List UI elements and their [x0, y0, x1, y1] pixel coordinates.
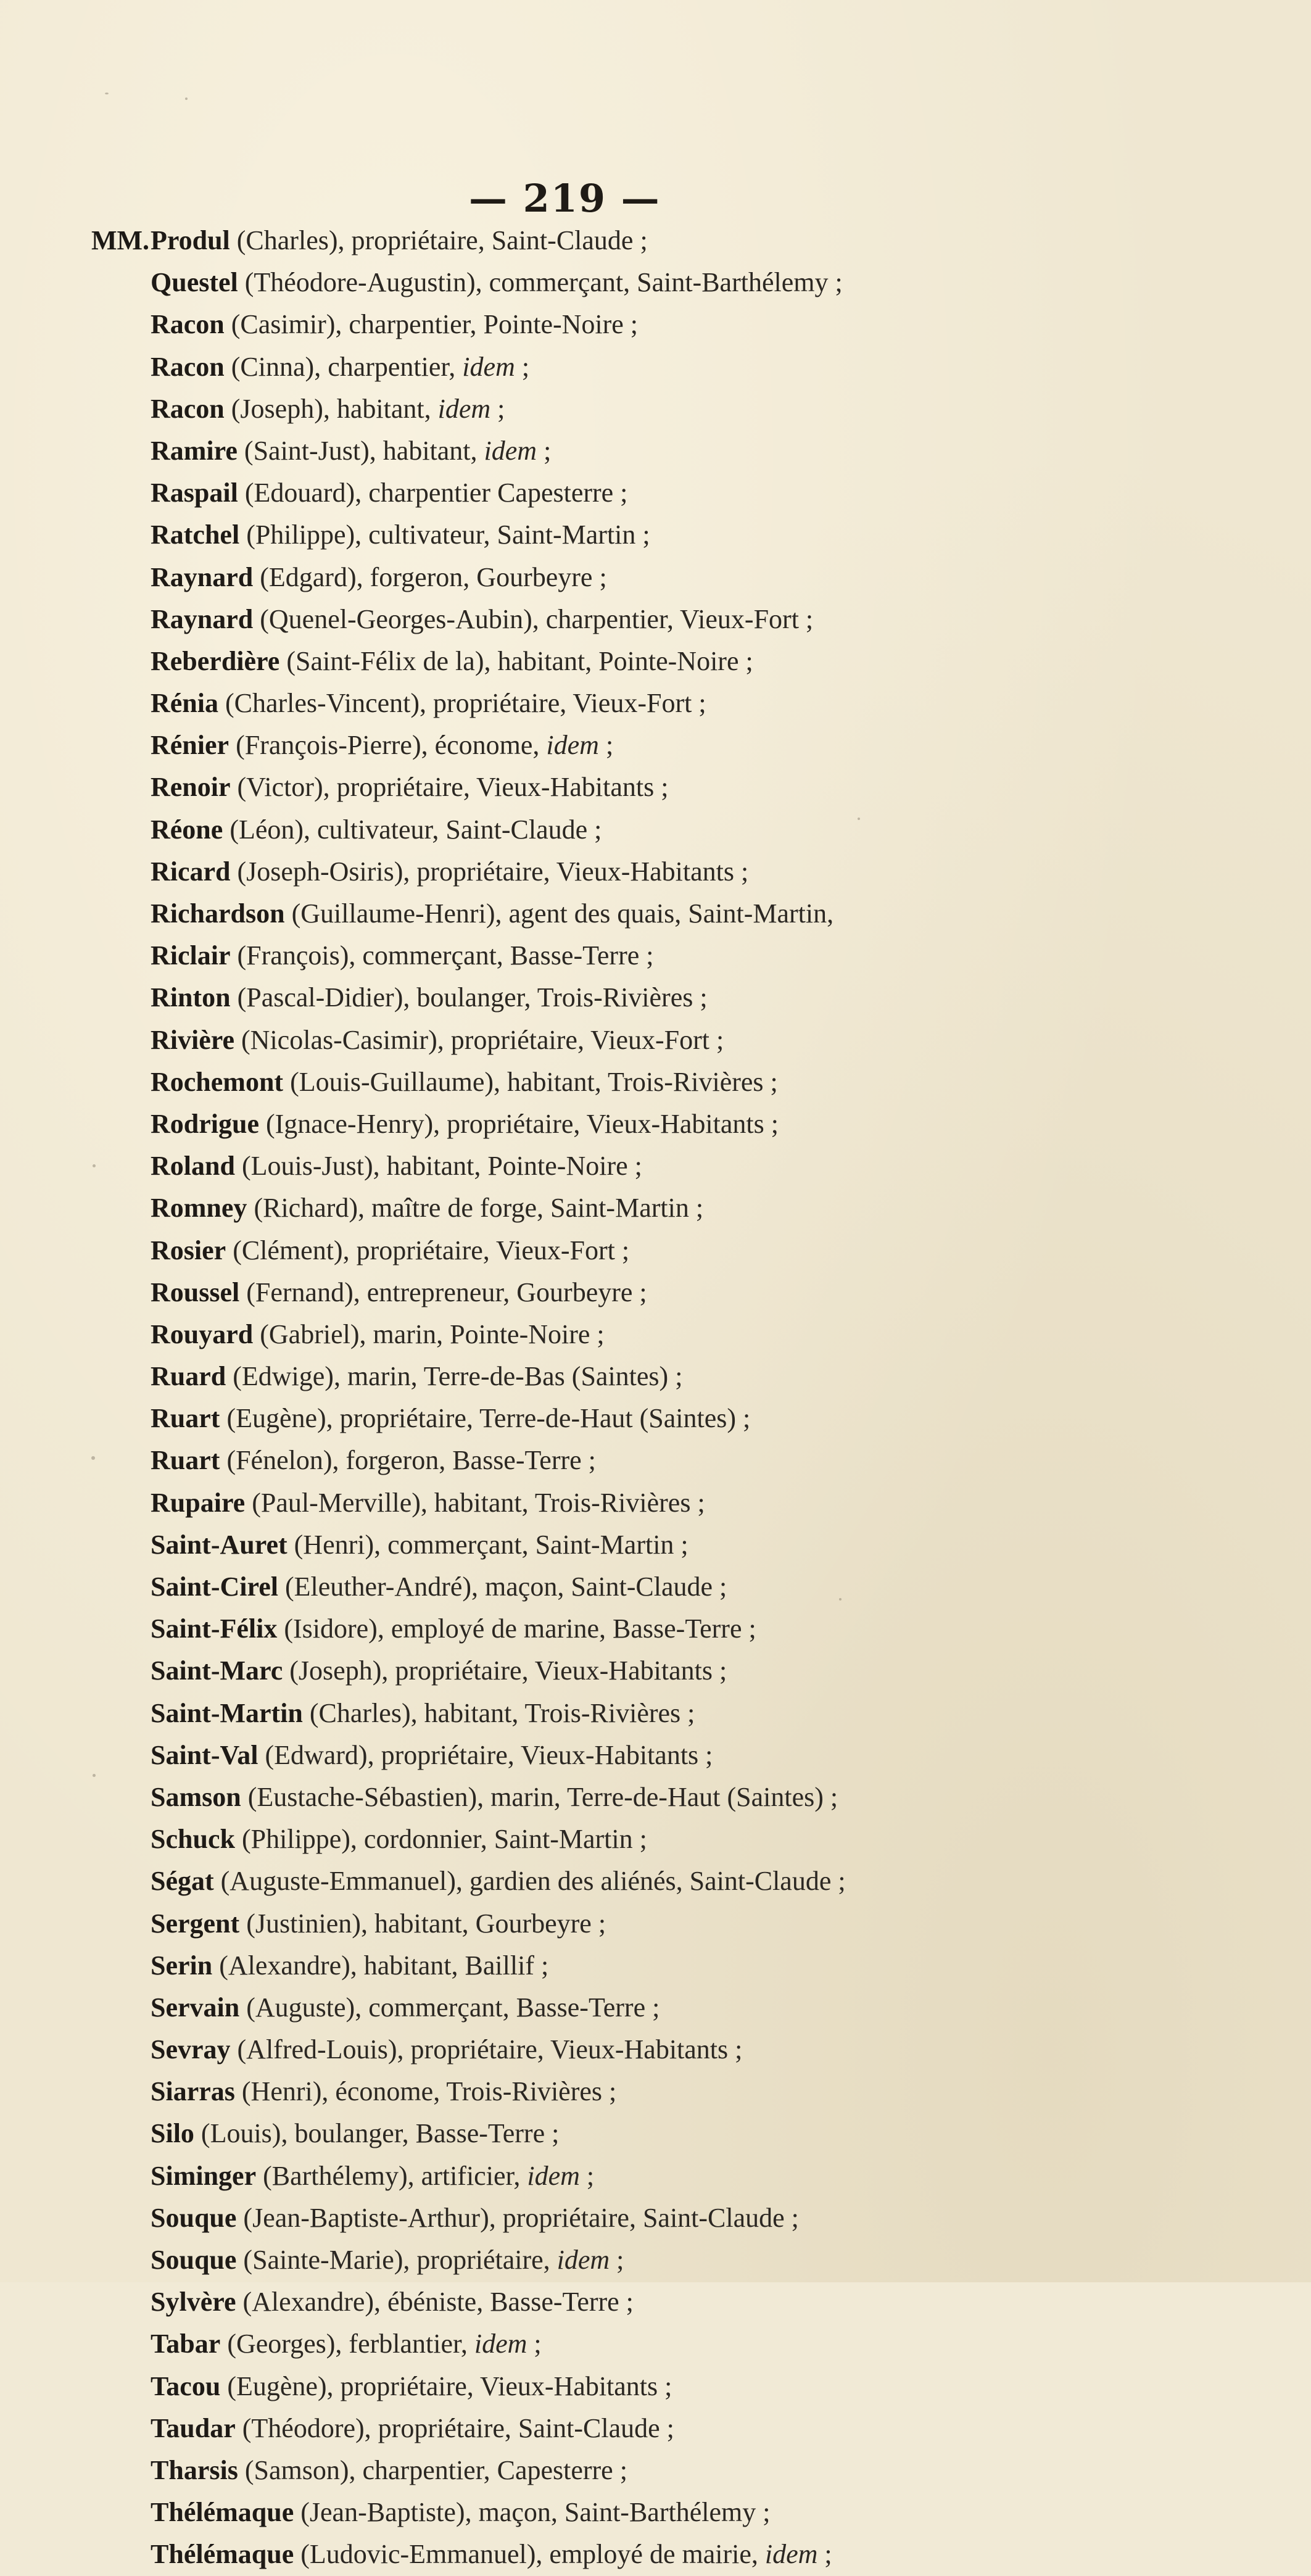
directory-entry: [91, 430, 1263, 472]
entry-details: (Cinna), charpentier,: [224, 351, 463, 382]
entry-details: (Saint-Just), habitant,: [237, 435, 484, 466]
directory-entry: [91, 977, 1263, 1019]
entry-details: (Ignace-Henry), propriétaire, Vieux-Habitants ;: [259, 1108, 779, 1139]
directory-entry: [91, 1608, 1263, 1650]
directory-entry: [91, 1439, 1263, 1481]
entry-surname: Schuck: [151, 1824, 235, 1855]
entry-idem: idem: [484, 435, 537, 466]
directory-entry: [91, 262, 1263, 304]
paper-speck: [185, 97, 188, 100]
entry-surname: Racon: [151, 351, 225, 382]
entry-details: (Saint-Félix de la), habitant, Pointe-Noire ;: [279, 645, 753, 676]
entry-details: (Ludovic-Emmanuel), employé de mairie,: [294, 2539, 765, 2570]
entry-surname: Racon: [151, 393, 225, 424]
entry-surname: Souque: [151, 2245, 237, 2275]
directory-entry: [91, 1314, 1263, 1356]
entry-details: (Sainte-Marie), propriétaire,: [236, 2245, 557, 2275]
directory-entry: [91, 1230, 1263, 1272]
entry-surname: Rochemont: [151, 1066, 284, 1097]
entry-surname: Richardson: [151, 898, 285, 929]
directory-entry: [91, 1860, 1263, 1902]
entry-surname: Silo: [151, 2118, 194, 2149]
entry-surname: Sergent: [151, 1908, 240, 1939]
directory-entry: [91, 893, 1263, 935]
entry-details: (Clément), propriétaire, Vieux-Fort ;: [226, 1235, 630, 1265]
entry-details: (François), commerçant, Basse-Terre ;: [230, 940, 654, 971]
entry-surname: Saint-Félix: [151, 1613, 278, 1644]
entry-surname: Taudar: [151, 2412, 236, 2443]
entry-prefix: MM.: [91, 225, 150, 255]
directory-entry: [91, 2366, 1263, 2408]
entry-details: (Philippe), cultivateur, Saint-Martin ;: [239, 520, 650, 550]
entry-details: (Casimir), charpentier, Pointe-Noire ;: [224, 309, 639, 340]
entry-surname: Saint-Martin: [151, 1697, 303, 1728]
entry-surname: Ramire: [151, 435, 238, 466]
entry-details: (Jean-Baptiste-Arthur), propriétaire, Saint-Claude ;: [236, 2202, 799, 2233]
entry-surname: Raynard: [151, 561, 254, 592]
entry-surname: Rinton: [151, 982, 231, 1013]
entry-details: (Théodore), propriétaire, Saint-Claude ;: [235, 2412, 674, 2443]
entry-details: (Guillaume-Henri), agent des quais, Saint-Martin,: [284, 898, 834, 929]
entry-surname: Rivière: [151, 1024, 235, 1055]
entry-details: (Charles), habitant, Trois-Rivières ;: [302, 1697, 695, 1728]
entry-idem: idem: [556, 2245, 610, 2275]
entry-surname: Raynard: [151, 603, 254, 634]
paper-speck: [105, 93, 109, 94]
entry-details: (Barthélemy), artificier,: [256, 2160, 527, 2191]
directory-entry: [91, 1987, 1263, 2029]
entry-surname: Souque: [151, 2202, 237, 2233]
entry-surname: Rupaire: [151, 1487, 246, 1518]
entry-surname: Thélémaque: [151, 2539, 294, 2570]
entry-surname: Thélémaque: [151, 2497, 294, 2528]
entry-idem: idem: [437, 393, 491, 424]
entry-details: (Georges), ferblantier,: [220, 2329, 474, 2359]
entry-details: (Charles-Vincent), propriétaire, Vieux-Fort ;: [218, 688, 706, 719]
entry-surname: Ségat: [151, 1866, 214, 1897]
directory-entry: [91, 1566, 1263, 1608]
entry-surname: Ruart: [151, 1403, 220, 1434]
entry-details: (Justinien), habitant, Gourbeyre ;: [239, 1908, 606, 1939]
entry-surname: Saint-Auret: [151, 1529, 287, 1560]
entry-surname: Sevray: [151, 2034, 231, 2065]
directory-entry: [91, 809, 1263, 851]
entry-details: (Eleuther-André), maçon, Saint-Claude ;: [278, 1572, 727, 1602]
entry-details: (Quenel-Georges-Aubin), charpentier, Vieux-Fort ;: [253, 603, 814, 634]
entry-details: (Joseph), propriétaire, Vieux-Habitants ;: [283, 1655, 727, 1686]
directory-entry: [91, 304, 1263, 346]
entry-surname: Rénier: [151, 730, 230, 761]
entry-surname: Saint-Cirel: [151, 1572, 278, 1602]
entry-details: (François-Pierre), économe,: [229, 730, 547, 761]
directory-entry: [91, 1398, 1263, 1439]
entry-surname: Servain: [151, 1992, 240, 2023]
directory-entry: [91, 1482, 1263, 1524]
directory-entry: [91, 2281, 1263, 2323]
directory-entry: [91, 1903, 1263, 1945]
entry-details: (Joseph-Osiris), propriétaire, Vieux-Habitants ;: [230, 856, 749, 887]
entry-details: (Fernand), entrepreneur, Gourbeyre ;: [239, 1277, 647, 1307]
directory-entry: [91, 1692, 1263, 1734]
entry-details: (Edouard), charpentier Capesterre ;: [238, 478, 628, 508]
entry-details: (Henri), économe, Trois-Rivières ;: [234, 2076, 617, 2107]
entry-surname: Ruart: [151, 1445, 220, 1476]
entry-surname: Questel: [151, 267, 238, 298]
directory-entry: [91, 1650, 1263, 1692]
directory-list: [91, 220, 1263, 2576]
entry-details: (Isidore), employé de marine, Basse-Terre ;: [277, 1613, 756, 1644]
directory-entry: [91, 388, 1263, 430]
entry-surname: Tharsis: [151, 2454, 238, 2485]
directory-entry: [91, 1734, 1263, 1776]
directory-entry: [91, 2071, 1263, 2113]
entry-surname: Roland: [151, 1151, 235, 1182]
entry-surname: Riclair: [151, 940, 231, 971]
entry-details: (Richard), maître de forge, Saint-Martin ;: [247, 1193, 704, 1224]
directory-entry: [91, 935, 1263, 977]
directory-entry: [91, 2197, 1263, 2239]
entry-details: (Philippe), cordonnier, Saint-Martin ;: [234, 1824, 647, 1855]
entry-details: (Eustache-Sébastien), marin, Terre-de-Haut (Saintes) ;: [241, 1781, 838, 1812]
entry-surname: Saint-Marc: [151, 1655, 283, 1686]
entry-surname: Ruard: [151, 1361, 226, 1392]
entry-idem: idem: [462, 351, 515, 382]
directory-entry: [91, 724, 1263, 766]
entry-details: (Alfred-Louis), propriétaire, Vieux-Habitants ;: [230, 2034, 743, 2065]
entry-idem: idem: [527, 2160, 580, 2191]
entry-end-punct: ;: [515, 351, 530, 382]
entry-details: (Victor), propriétaire, Vieux-Habitants ;: [230, 772, 669, 803]
entry-surname: Samson: [151, 1781, 241, 1812]
entry-details: (Eugène), propriétaire, Terre-de-Haut (Saintes) ;: [220, 1403, 751, 1434]
directory-entry: [91, 346, 1263, 388]
directory-entry: [91, 557, 1263, 598]
entry-details: (Edward), propriétaire, Vieux-Habitants ;: [258, 1739, 713, 1770]
entry-surname: Sylvère: [151, 2287, 236, 2317]
directory-entry: [91, 2408, 1263, 2450]
entry-surname: Roussel: [151, 1277, 240, 1307]
entry-details: (Edwige), marin, Terre-de-Bas (Saintes) ;: [226, 1361, 683, 1392]
entry-idem: idem: [546, 730, 599, 761]
directory-entry: [91, 2323, 1263, 2365]
entry-end-punct: ;: [817, 2539, 832, 2570]
directory-entry: [91, 514, 1263, 556]
entry-details: (Pascal-Didier), boulanger, Trois-Rivières ;: [230, 982, 708, 1013]
entry-details: (Charles), propriétaire, Saint-Claude ;: [230, 225, 648, 255]
directory-entry: [91, 2155, 1263, 2197]
entry-surname: Romney: [151, 1193, 247, 1224]
directory-entry: [91, 1272, 1263, 1314]
entry-surname: Raspail: [151, 478, 238, 508]
entry-details: (Nicolas-Casimir), propriétaire, Vieux-Fort ;: [234, 1024, 724, 1055]
entry-details: (Eugène), propriétaire, Vieux-Habitants ;: [220, 2371, 672, 2401]
entry-end-punct: ;: [537, 435, 552, 466]
entry-details: (Alexandre), habitant, Baillif ;: [212, 1950, 549, 1981]
entry-idem: idem: [764, 2539, 818, 2570]
entry-surname: Produl: [151, 225, 230, 255]
entry-surname: Tabar: [151, 2329, 221, 2359]
entry-details: (Léon), cultivateur, Saint-Claude ;: [223, 814, 602, 845]
entry-details: (Edgard), forgeron, Gourbeyre ;: [253, 561, 607, 592]
entry-surname: Rodrigue: [151, 1108, 259, 1139]
directory-entry: [91, 2491, 1263, 2533]
entry-surname: Siarras: [151, 2076, 235, 2107]
directory-entry: [91, 1818, 1263, 1860]
page-number: — 219 —: [469, 176, 661, 221]
entry-surname: Rouyard: [151, 1319, 254, 1349]
entry-details: (Joseph), habitant,: [224, 393, 438, 424]
directory-entry: [91, 2029, 1263, 2071]
directory-entry: [91, 1356, 1263, 1398]
directory-entry: [91, 2450, 1263, 2491]
directory-entry: [91, 1145, 1263, 1187]
directory-entry: [91, 1776, 1263, 1818]
directory-entry: [91, 640, 1263, 682]
entry-surname: Siminger: [151, 2160, 257, 2191]
entry-end-punct: ;: [527, 2329, 542, 2359]
entry-surname: Ricard: [151, 856, 231, 887]
directory-entry: [91, 598, 1263, 640]
directory-entry: [91, 472, 1263, 514]
entry-details: (Henri), commerçant, Saint-Martin ;: [287, 1529, 689, 1560]
directory-entry: [91, 2239, 1263, 2281]
entry-idem: idem: [474, 2329, 527, 2359]
directory-entry: [91, 1945, 1263, 1987]
entry-details: (Fénelon), forgeron, Basse-Terre ;: [220, 1445, 596, 1476]
entry-surname: Reberdière: [151, 645, 280, 676]
entry-details: (Louis), boulanger, Basse-Terre ;: [194, 2118, 560, 2149]
entry-surname: Renoir: [151, 772, 231, 803]
entry-details: (Jean-Baptiste), maçon, Saint-Barthélemy ;: [294, 2497, 771, 2528]
directory-entry: [91, 1019, 1263, 1061]
entry-end-punct: ;: [490, 393, 505, 424]
entry-details: (Paul-Merville), habitant, Trois-Rivières ;: [245, 1487, 705, 1518]
directory-entry: [91, 2113, 1263, 2155]
entry-details: (Louis-Guillaume), habitant, Trois-Rivières ;: [283, 1066, 778, 1097]
directory-entry: [91, 1524, 1263, 1566]
entry-details: (Auguste), commerçant, Basse-Terre ;: [239, 1992, 660, 2023]
directory-entry: [91, 1103, 1263, 1145]
directory-entry: [91, 220, 1263, 262]
entry-details: (Samson), charpentier, Capesterre ;: [238, 2454, 627, 2485]
entry-surname: Tacou: [151, 2371, 221, 2401]
directory-entry: [91, 851, 1263, 893]
entry-surname: Saint-Val: [151, 1739, 258, 1770]
directory-entry: [91, 1061, 1263, 1103]
directory-entry: [91, 1187, 1263, 1229]
entry-surname: Serin: [151, 1950, 213, 1981]
directory-entry: [91, 766, 1263, 808]
entry-surname: Réone: [151, 814, 223, 845]
directory-entry: [91, 2533, 1263, 2575]
entry-details: (Auguste-Emmanuel), gardien des aliénés, Saint-Claude ;: [213, 1866, 846, 1897]
entry-end-punct: ;: [610, 2245, 624, 2275]
entry-surname: Rénia: [151, 688, 218, 719]
entry-surname: Ratchel: [151, 520, 240, 550]
entry-surname: Racon: [151, 309, 225, 340]
entry-details: (Alexandre), ébéniste, Basse-Terre ;: [236, 2287, 634, 2317]
entry-end-punct: ;: [579, 2160, 595, 2191]
entry-end-punct: ;: [598, 730, 614, 761]
entry-details: (Théodore-Augustin), commerçant, Saint-Barthélemy ;: [238, 267, 843, 298]
entry-details: (Gabriel), marin, Pointe-Noire ;: [253, 1319, 605, 1349]
entry-details: (Louis-Just), habitant, Pointe-Noire ;: [234, 1151, 642, 1182]
directory-entry: [91, 682, 1263, 724]
entry-surname: Rosier: [151, 1235, 226, 1265]
